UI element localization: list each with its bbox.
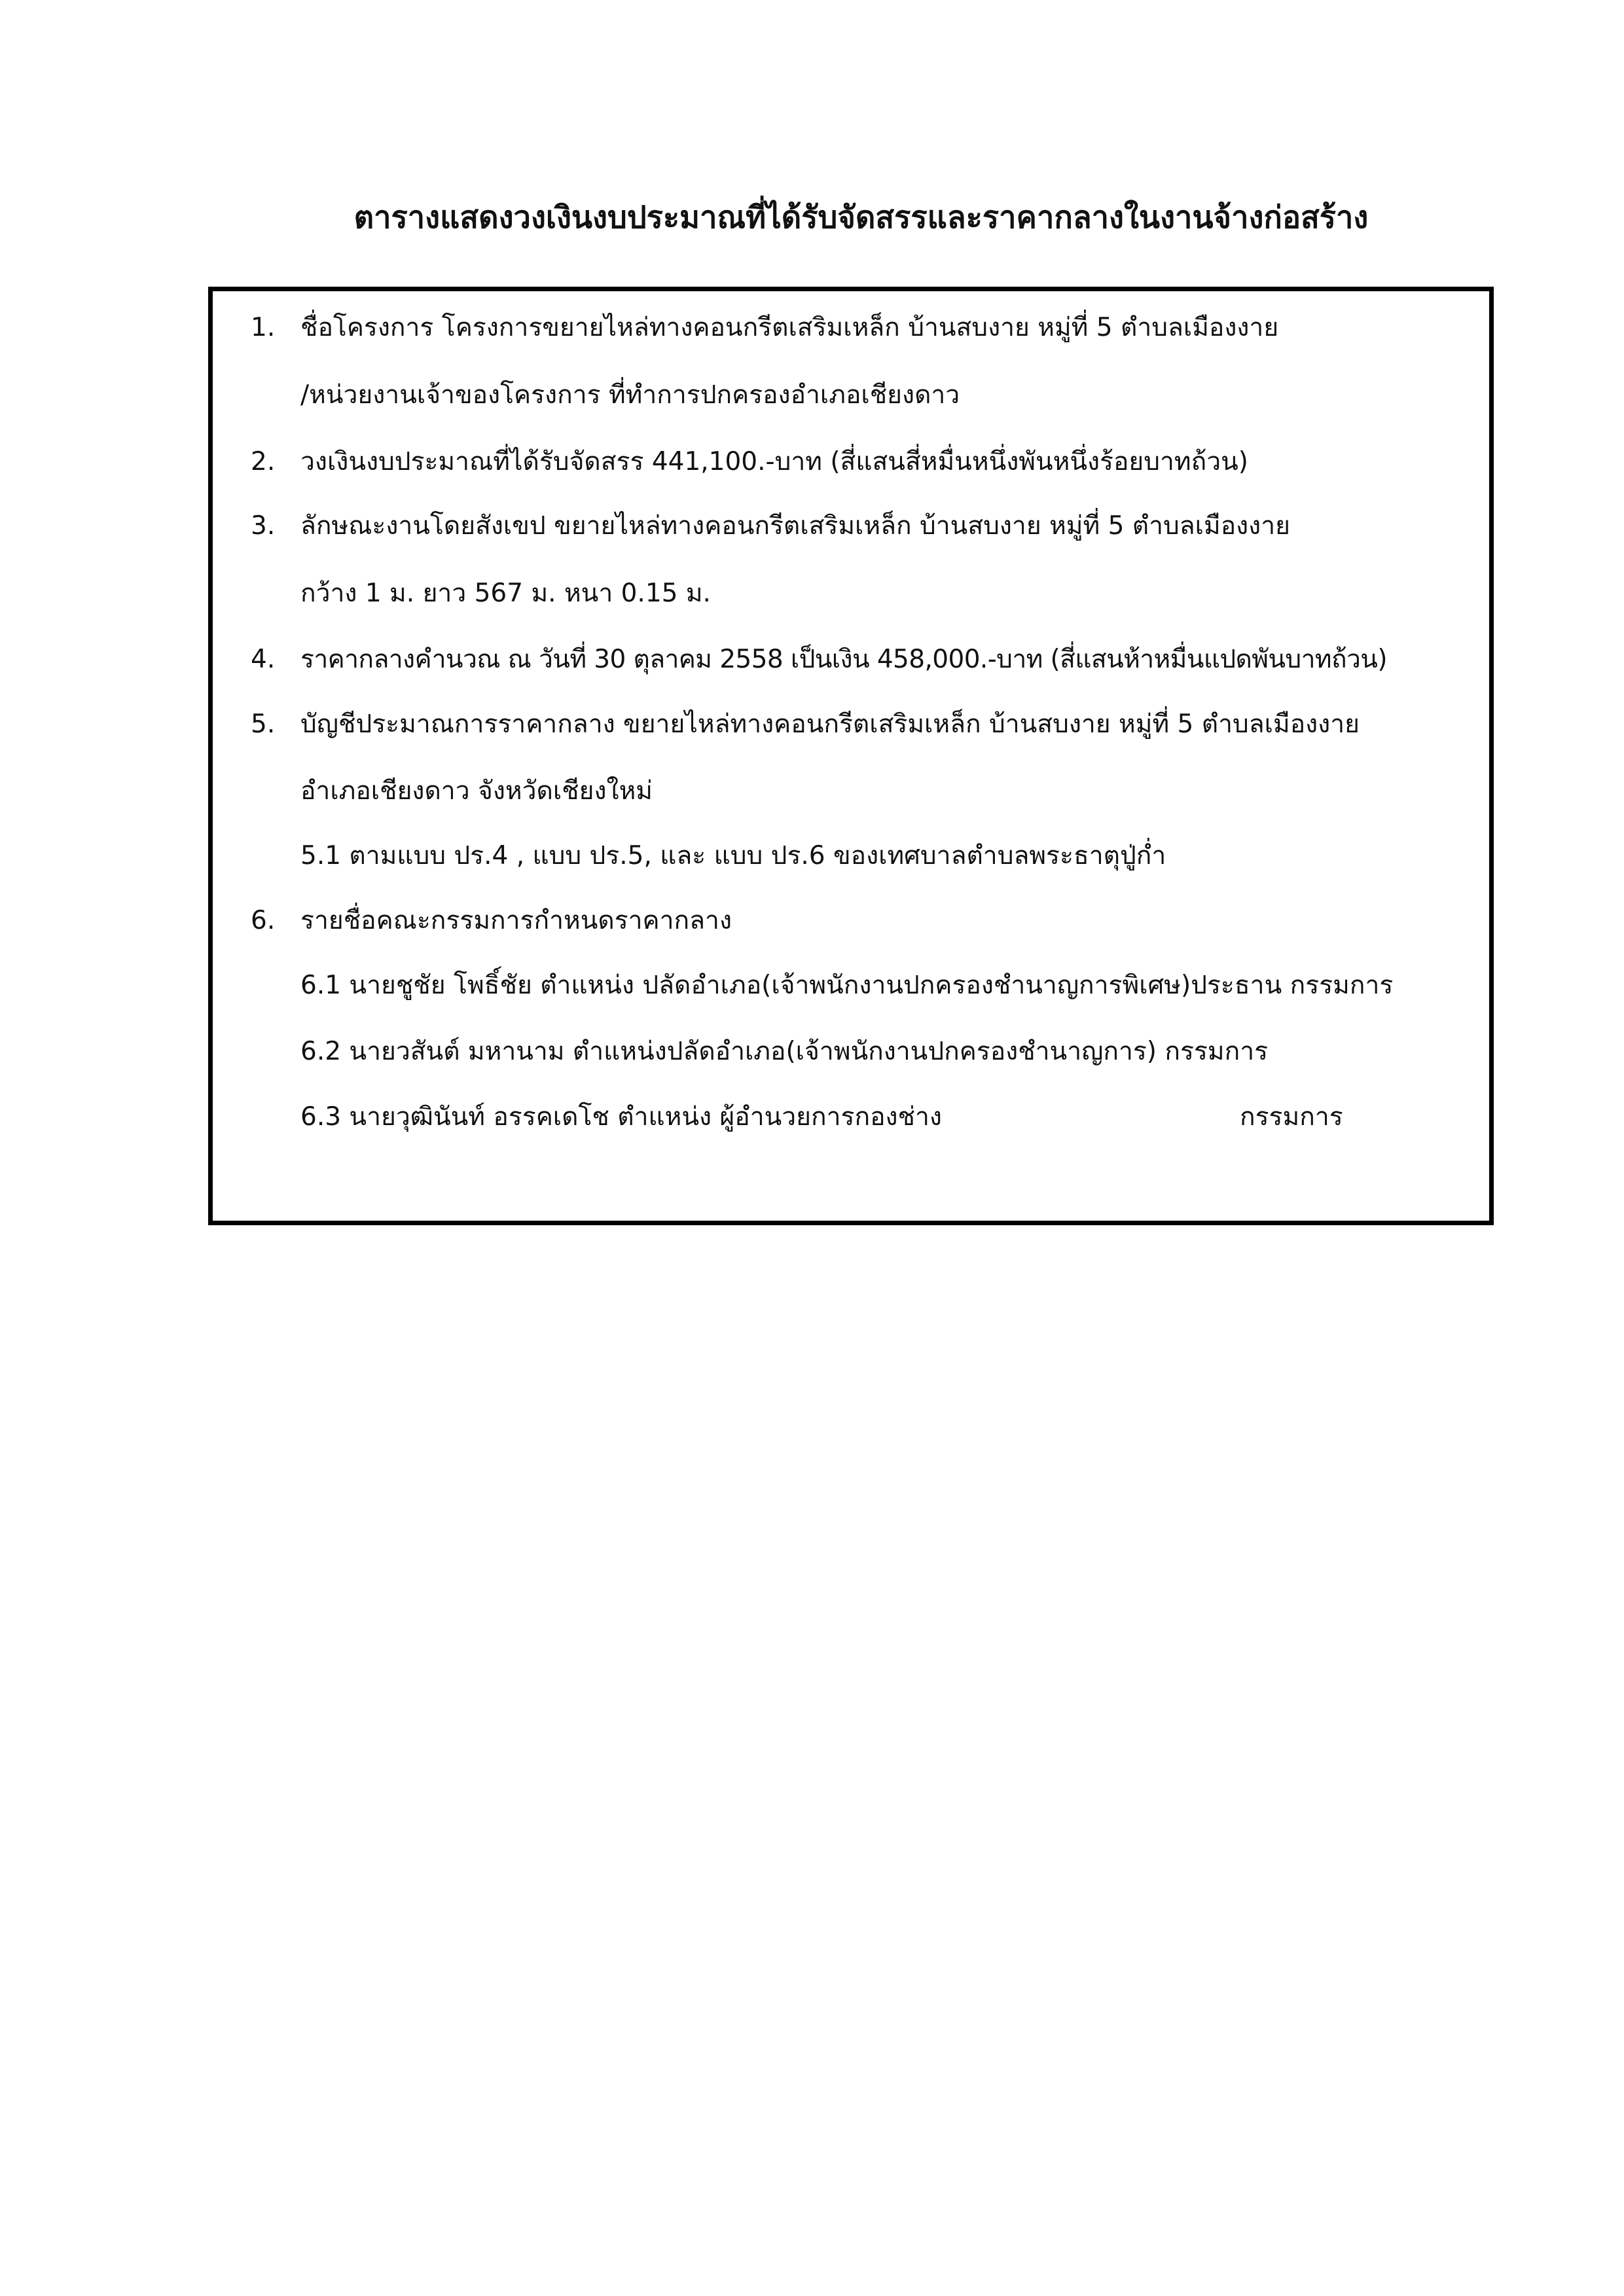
item-2 [213,444,1489,480]
committee-member-2 [213,1033,1489,1070]
item-text: รายชื่อคณะกรรมการกำหนดราคากลาง [300,906,732,935]
item-number: 3. [251,511,276,541]
item-3 [213,508,1489,545]
committee-member-text: 6.2 นายวสันต์ มหานาม ตำแหน่งปลัดอำเภอ(เจ้าพนักงานปกครองชำนาญการ) กรรมการ [300,1037,1269,1066]
item-3-continuation [213,575,1489,612]
committee-member-text: 6.1 นายชูชัย โพธิ์ชัย ตำแหน่ง ปลัดอำเภอ(เจ้าพนักงานปกครองชำนาญการพิเศษ)ประธาน กรรมการ [300,971,1394,1000]
committee-role: กรรมการ [1240,1102,1343,1132]
item-1-continuation [213,377,1489,414]
item-text: /หน่วยงานเจ้าของโครงการ ที่ทำการปกครองอำเภอเชียงดาว [300,380,960,410]
item-1 [213,310,1489,346]
item-text: อำเภอเชียงดาว จังหวัดเชียงใหม่ [300,776,653,806]
item-number: 6. [251,906,276,935]
item-5-sub-item [213,838,1489,874]
committee-member-text: 6.3 นายวุฒินันท์ อรรคเดโช ตำแหน่ง ผู้อำนวยการกองช่าง [300,1102,942,1132]
item-number: 2. [251,447,276,476]
committee-member-3 [213,1099,1489,1136]
committee-member-1 [213,967,1489,1004]
item-number: 5. [251,709,276,739]
item-text: บัญชีประมาณการราคากลาง ขยายไหล่ทางคอนกรีตเสริมเหล็ก บ้านสบงาย หมู่ที่ 5 ตำบลเมืองงาย [300,709,1360,739]
item-number: 4. [251,645,276,674]
project-info-box [208,287,1494,1225]
item-6 [213,903,1489,939]
item-4 [213,641,1489,678]
item-text: ชื่อโครงการ โครงการขยายไหล่ทางคอนกรีตเสริมเหล็ก บ้านสบงาย หมู่ที่ 5 ตำบลเมืองงาย [300,313,1279,342]
item-text: ลักษณะงานโดยสังเขป ขยายไหล่ทางคอนกรีตเสริมเหล็ก บ้านสบงาย หมู่ที่ 5 ตำบลเมืองงาย [300,511,1290,541]
item-text: กว้าง 1 ม. ยาว 567 ม. หนา 0.15 ม. [300,579,711,608]
item-5-continuation [213,773,1489,810]
item-text: ราคากลางคำนวณ ณ วันที่ 30 ตุลาคม 2558 เป็นเงิน 458,000.-บาท (สี่แสนห้าหมื่นแปดพันบาทถ้วน) [300,645,1387,674]
document-title: ตารางแสดงวงเงินงบประมาณที่ได้รับจัดสรรและราคากลางในงานจ้างก่อสร้าง [353,200,1369,236]
item-number: 1. [251,313,276,342]
sub-item-text: 5.1 ตามแบบ ปร.4 , แบบ ปร.5, และ แบบ ปร.6 ของเทศบาลตำบลพระธาตุปู่ก่ำ [300,841,1166,870]
item-text: วงเงินงบประมาณที่ได้รับจัดสรร 441,100.-บาท (สี่แสนสี่หมื่นหนึ่งพันหนึ่งร้อยบาทถ้วน) [300,447,1249,476]
item-5 [213,706,1489,743]
